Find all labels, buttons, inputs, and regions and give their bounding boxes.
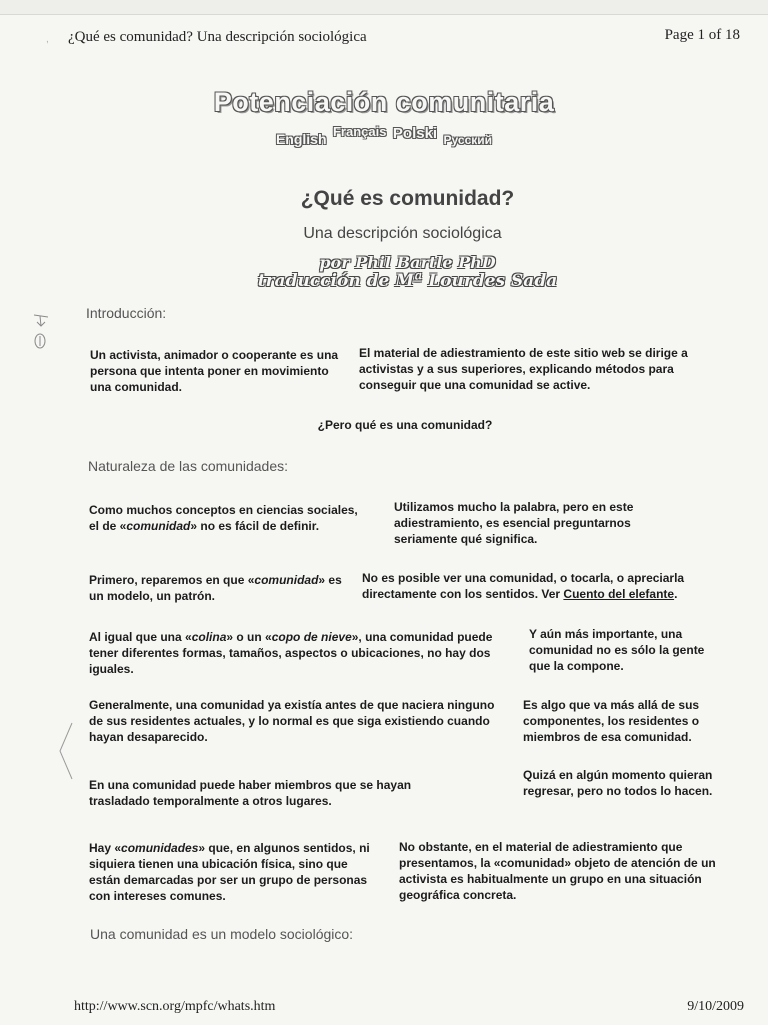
- language-link-english[interactable]: English: [275, 131, 327, 147]
- scanned-page: [0, 14, 768, 1025]
- nature-p2-left: Primero, reparemos en que «comunidad» es un modelo, un patrón.: [89, 573, 342, 603]
- print-footer-date: 9/10/2009: [687, 999, 744, 1014]
- print-header-title: ¿Qué es comunidad? Una descripción sociológica: [68, 29, 367, 45]
- print-footer-url: http://www.scn.org/mpfc/whats.htm: [74, 999, 276, 1014]
- nature-p5-left: En una comunidad puede haber miembros que se hayan trasladado temporalmente a otros lugares.: [89, 778, 412, 808]
- margin-bracket-mark: [58, 721, 78, 781]
- nature-heading: Naturaleza de las comunidades:: [88, 458, 289, 474]
- language-link-polski[interactable]: Polski: [392, 125, 438, 142]
- nature-p4-left: Generalmente, una comunidad ya existía antes de que naciera ninguno de sus residentes actuales, y lo normal es que siga existiendo cuando hayan desaparecido.: [89, 698, 495, 744]
- nature-p3-left: Al igual que una «colina» o un «copo de nieve», una comunidad puede tener diferentes formas, tamaños, aspectos o ubicaciones, no hay dos iguales.: [89, 630, 493, 676]
- nature-p1-right: Utilizamos mucho la palabra, pero en este adiestramiento, es esencial preguntarnos seriamente qué significa.: [394, 500, 634, 546]
- language-link-russian[interactable]: Русский: [443, 133, 493, 147]
- print-page-number: Page 1 of 18: [664, 27, 740, 43]
- language-link-francais[interactable]: Français: [332, 124, 387, 139]
- intro-heading: Introducción:: [86, 305, 167, 321]
- scan-mark: ,: [46, 34, 49, 45]
- intro-right-paragraph: El material de adiestramiento de este sitio web se dirige a activistas y a sus superiores, explicando métodos para conseguir que una comunidad se active.: [359, 346, 688, 392]
- intro-left-paragraph: Un activista, animador o cooperante es una persona que intenta poner en movimiento una comunidad.: [90, 348, 339, 394]
- article-title: ¿Qué es comunidad?: [300, 187, 515, 210]
- byline-translator: traducción de Mª Lourdes Sada: [257, 271, 558, 291]
- byline-author: por Phil Bartle PhD: [319, 253, 496, 272]
- pencil-annotation-icon: [28, 313, 68, 353]
- language-links: [0, 123, 768, 147]
- elephant-story-link[interactable]: Cuento del elefante: [563, 587, 675, 601]
- nature-p5-right: Quizá en algún momento quieran regresar, pero no todos lo hacen.: [523, 768, 713, 798]
- nature-p3-right: Y aún más importante, una comunidad no es sólo la gente que la compone.: [529, 627, 705, 673]
- nature-p6-right: No obstante, en el material de adiestramiento que presentamos, la «comunidad» objeto de atención de un activista es habitualmente un grupo en una situación geográfica concreta.: [399, 840, 716, 902]
- nature-p2-right: No es posible ver una comunidad, o tocarla, o apreciarla directamente con los sentidos. Ver Cuento del elefante.: [362, 571, 685, 601]
- model-heading: Una comunidad es un modelo sociológico:: [90, 926, 354, 942]
- nature-p4-right: Es algo que va más allá de sus componentes, los residentes o miembros de esa comunidad.: [523, 698, 700, 744]
- intro-question: ¿Pero qué es una comunidad?: [317, 418, 493, 432]
- article-subtitle: Una descripción sociológica: [303, 225, 502, 242]
- nature-p1-left: Como muchos conceptos en ciencias sociales, el de «comunidad» no es fácil de definir.: [89, 503, 358, 533]
- site-title: Potenciación comunitaria: [213, 87, 555, 117]
- nature-p6-left: Hay «comunidades» que, en algunos sentidos, ni siquiera tienen una ubicación física, sino que están demarcadas por ser un grupo de personas con intereses comunes.: [89, 841, 370, 903]
